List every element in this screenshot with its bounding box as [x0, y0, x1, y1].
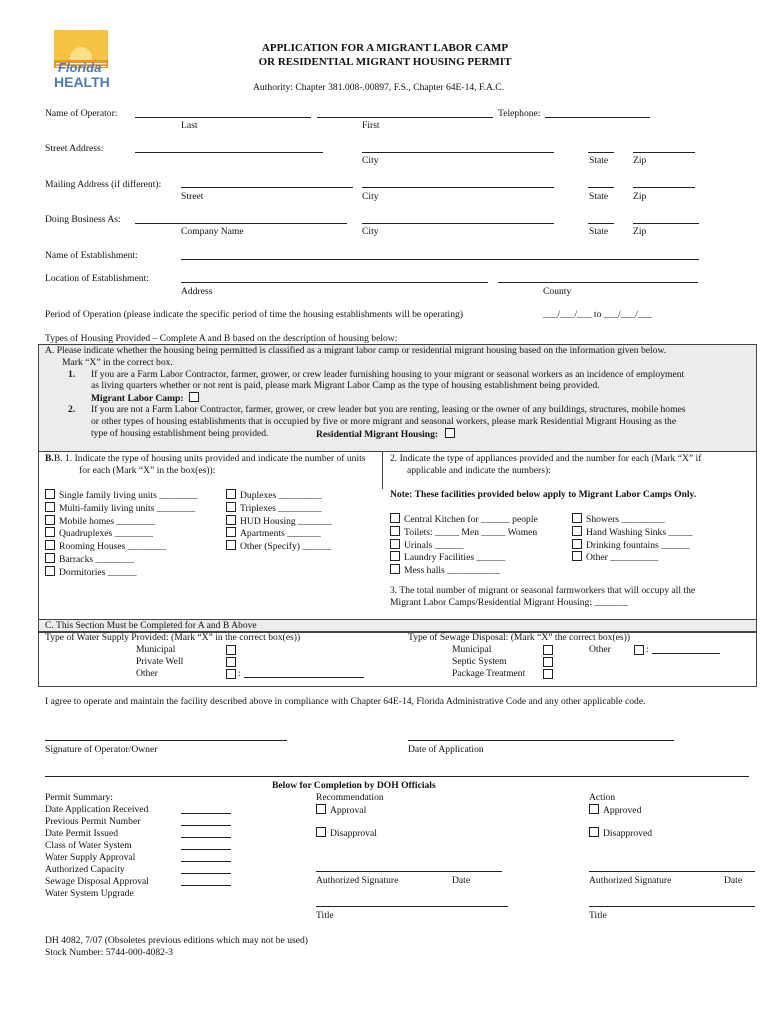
appliance-label: Toilets: _____ Men _____ Women — [404, 526, 538, 538]
item-2-text-a: If you are not a Farm Labor Contractor, farmer, grower, or crew leader but you are renting, leasing or the owner of any buildings, structures, mobile homes — [91, 404, 686, 415]
telephone-field[interactable] — [545, 117, 650, 118]
section-b3-text-a: 3. The total number of migrant or seasonal farmworkers that will occupy all the — [390, 585, 696, 596]
housing-type-label: Barracks ________ — [59, 553, 134, 565]
period-label: Period of Operation (please indicate the specific period of time the housing establishments will be operating) — [45, 309, 464, 320]
appliance-label: Laundry Facilities ______ — [404, 552, 506, 564]
appliance-item[interactable] — [390, 564, 538, 577]
recommend-approval[interactable] — [316, 804, 366, 816]
company-name-caption: Company Name — [181, 226, 244, 237]
authority-text: Authority: Chapter 381.008-.00897, F.S., Chapter 64E-14, F.A.C. — [253, 82, 505, 93]
item-1-text-a: If you are a Farm Labor Contractor, farmer, grower, or crew leader furnishing housing to your migrant or seasonal workers as an incidence of employment — [91, 369, 685, 380]
housing-type-label: Quadruplexes ________ — [59, 528, 154, 540]
water-other-field[interactable] — [244, 677, 364, 678]
housing-type-item[interactable] — [226, 540, 332, 553]
recommend-title-caption: Title — [316, 910, 334, 921]
appliance-label: Showers _________ — [586, 514, 665, 525]
housing-type-label: HUD Housing _______ — [240, 515, 332, 527]
section-a-text1: A. Please indicate whether the housing being permitted is classified as a migrant labor camp or residential migrant housing based on the information given below. — [45, 345, 667, 356]
appliance-checkbox[interactable] — [390, 551, 400, 561]
dba-zip-caption: Zip — [633, 226, 647, 237]
location-county-field[interactable] — [498, 282, 698, 283]
housing-type-label: Mobile homes ________ — [59, 515, 155, 527]
summary-field[interactable] — [181, 825, 231, 826]
action-title-field[interactable] — [589, 906, 755, 907]
housing-types-left — [45, 489, 198, 579]
action-signature-field[interactable] — [589, 871, 755, 872]
recommendation-label: Recommendation — [316, 792, 384, 803]
housing-type-checkbox[interactable] — [45, 566, 55, 576]
types-intro: Types of Housing Provided – Complete A and B based on the description of housing below: — [45, 333, 398, 344]
water-municipal-checkbox[interactable] — [226, 645, 236, 655]
appliance-item[interactable] — [390, 539, 538, 552]
section-b1-text-a: B.B. 1. Indicate the type of housing units provided and indicate the number of units — [45, 453, 366, 464]
housing-type-checkbox[interactable] — [45, 489, 55, 499]
section-b1-text-b: for each (Mark “X” in the box(es)): — [79, 465, 216, 476]
sewage-septic-checkbox[interactable] — [543, 657, 553, 667]
section-b2-text-a: 2. Indicate the type of appliances provided and the number for each (Mark “X” if — [390, 453, 702, 464]
officials-title: Below for Completion by DOH Officials — [272, 780, 436, 791]
sewage-municipal-checkbox[interactable] — [543, 645, 553, 655]
housing-type-item[interactable] — [226, 489, 332, 502]
summary-field[interactable] — [181, 813, 231, 814]
appliance-checkbox[interactable] — [390, 564, 400, 574]
street-address-field[interactable] — [135, 152, 323, 153]
agreement-text: I agree to operate and maintain the facility described above in compliance with Chapter 64E-14, Florida Administrative Code and any other applicable code. — [45, 696, 646, 707]
summary-item: Date Application Received — [45, 804, 149, 815]
housing-type-checkbox[interactable] — [45, 553, 55, 563]
housing-type-label: Triplexes _________ — [240, 502, 322, 514]
residential-housing-checkbox[interactable] — [445, 428, 455, 438]
dba-state-field[interactable] — [588, 223, 614, 224]
action-approved-checkbox[interactable] — [589, 804, 599, 814]
permit-summary-list — [45, 804, 149, 900]
housing-type-item[interactable] — [226, 515, 332, 528]
summary-item: Water System Upgrade — [45, 888, 134, 899]
mailing-address-label: Mailing Address (if different): — [45, 179, 162, 190]
section-a-text2: Mark “X” in the correct box. — [62, 357, 173, 368]
recommend-signature-field[interactable] — [316, 871, 502, 872]
county-caption: County — [543, 286, 572, 297]
appliance-label: Other __________ — [586, 552, 659, 564]
section-c-header: C. This Section Must be Completed for A and B Above — [45, 620, 257, 631]
action-label: Action — [589, 792, 616, 803]
appliance-checkbox[interactable] — [572, 551, 582, 561]
sewage-package-checkbox[interactable] — [543, 669, 553, 679]
housing-type-item[interactable] — [45, 566, 198, 579]
residential-housing-text: Residential Migrant Housing: — [316, 429, 439, 440]
housing-types-mid — [226, 489, 332, 553]
address-caption: Address — [181, 286, 213, 297]
operator-last-name-field[interactable] — [135, 117, 311, 118]
housing-type-item[interactable] — [45, 540, 198, 553]
housing-type-checkbox[interactable] — [226, 515, 236, 525]
housing-type-checkbox[interactable] — [45, 515, 55, 525]
housing-type-item[interactable] — [45, 527, 198, 540]
appliance-item[interactable] — [572, 526, 692, 539]
housing-type-item[interactable] — [45, 553, 198, 566]
sewage-other-checkbox[interactable] — [634, 645, 644, 655]
action-approved-label: Approved — [603, 805, 642, 816]
sewage-option-septic: Septic System — [452, 656, 507, 667]
housing-type-label: Dormitories ______ — [59, 566, 137, 578]
dba-city-field[interactable] — [362, 223, 554, 224]
housing-type-item[interactable] — [226, 527, 332, 540]
housing-type-checkbox[interactable] — [226, 527, 236, 537]
establishment-location-label: Location of Establishment: — [45, 273, 149, 284]
recommend-disapproval-label: Disapproval — [330, 828, 377, 839]
summary-item: Sewage Disposal Approval — [45, 876, 149, 887]
operator-signature-caption: Signature of Operator/Owner — [45, 744, 158, 755]
form-number: DH 4082, 7/07 (Obsoletes previous editions which may not be used) — [45, 935, 308, 946]
mailing-street-field[interactable] — [181, 187, 353, 188]
officials-divider — [45, 776, 749, 777]
sewage-disposal-label: Type of Sewage Disposal: (Mark “X” the correct box(es)) — [408, 632, 631, 643]
housing-type-checkbox[interactable] — [226, 489, 236, 499]
appliance-checkbox[interactable] — [390, 526, 400, 536]
appliance-checkbox[interactable] — [390, 539, 400, 549]
appliances-left — [390, 513, 538, 577]
recommend-approval-checkbox[interactable] — [316, 804, 326, 814]
location-address-field[interactable] — [181, 282, 488, 283]
housing-type-label: Single family living units ________ — [59, 490, 198, 501]
appliance-label: Hand Washing Sinks _____ — [586, 526, 693, 538]
logo-text-florida: Florida — [58, 60, 102, 75]
section-b2-text-b: applicable and indicate the numbers): — [407, 465, 551, 476]
action-disapproved-checkbox[interactable] — [589, 827, 599, 837]
mailing-zip-caption: Zip — [633, 191, 647, 202]
appliance-checkbox[interactable] — [572, 539, 582, 549]
housing-type-item[interactable] — [45, 489, 198, 502]
dba-city-caption: City — [362, 226, 379, 237]
last-caption: Last — [181, 120, 198, 131]
appliance-label: Drinking fountains ______ — [586, 539, 690, 551]
sewage-other-colon: : — [646, 644, 649, 655]
dba-label: Doing Business As: — [45, 214, 121, 225]
recommend-disapproval[interactable] — [316, 827, 377, 839]
operator-name-label: Name of Operator: — [45, 108, 118, 119]
form-title-line1: APPLICATION FOR A MIGRANT LABOR CAMP — [261, 42, 509, 54]
sewage-other-label: Other — [589, 644, 611, 655]
operator-first-name-field[interactable] — [317, 117, 493, 118]
application-date-caption: Date of Application — [408, 744, 484, 755]
summary-item: Class of Water System — [45, 840, 132, 851]
action-disapproved[interactable] — [589, 827, 652, 839]
appliance-checkbox[interactable] — [390, 513, 400, 523]
housing-type-checkbox[interactable] — [226, 502, 236, 512]
action-approved[interactable] — [589, 804, 641, 816]
sewage-option-package: Package Treatment — [452, 668, 526, 679]
summary-item: Date Permit Issued — [45, 828, 119, 839]
water-option-private-well: Private Well — [136, 656, 184, 667]
street-address-label: Street Address: — [45, 143, 104, 154]
appliance-item[interactable] — [390, 551, 538, 564]
section-b-divider — [382, 451, 383, 489]
housing-type-label: Apartments _______ — [240, 528, 321, 540]
recommend-approval-label: Approval — [330, 805, 367, 816]
water-option-other: Other — [136, 668, 158, 679]
summary-item: Previous Permit Number — [45, 816, 141, 827]
item-2-number: 2. — [68, 404, 76, 415]
migrant-labor-camp-label — [91, 392, 203, 404]
water-other-colon: : — [238, 668, 241, 679]
appliance-item[interactable] — [390, 526, 538, 539]
establishment-name-label: Name of Establishment: — [45, 250, 138, 261]
summary-item: Authorized Capacity — [45, 864, 125, 875]
recommend-title-field[interactable] — [316, 906, 508, 907]
state-caption: State — [589, 155, 609, 166]
housing-type-item[interactable] — [45, 502, 198, 515]
summary-item: Water Supply Approval — [45, 852, 136, 863]
appliances-right — [572, 513, 692, 564]
action-date-caption: Date — [724, 875, 743, 886]
residential-housing-label — [316, 428, 459, 440]
appliance-label: Urinals ______ — [404, 539, 464, 551]
period-field[interactable]: ___/___/___ to ___/___/___ — [543, 309, 653, 320]
item-1-number: 1. — [68, 369, 76, 380]
dba-company-field[interactable] — [135, 223, 347, 224]
item-2-text-c: type of housing establishment being provided. — [91, 428, 269, 439]
summary-field[interactable] — [181, 861, 231, 862]
telephone-label: Telephone: — [498, 108, 541, 119]
water-other-checkbox[interactable] — [226, 669, 236, 679]
permit-summary-label: Permit Summary: — [45, 792, 113, 803]
item-1-text-b: as living quarters whether or not rent is paid, please mark Migrant Labor Camp as the type of housing establishment being provided. — [91, 380, 600, 391]
form-title-line2: OR RESIDENTIAL MIGRANT HOUSING PERMIT — [258, 56, 512, 68]
housing-type-checkbox[interactable] — [226, 540, 236, 550]
item-2-text-b: or other types of housing establishments that is occupied by five or more migrant and seasonal workers, please mark Residential Migrant Housing as the — [91, 416, 677, 427]
action-title-caption: Title — [589, 910, 607, 921]
florida-health-logo — [52, 30, 110, 90]
housing-type-item[interactable] — [226, 502, 332, 515]
dba-state-caption: State — [589, 226, 609, 237]
camps-only-note: Note: These facilities provided below apply to Migrant Labor Camps Only. — [390, 489, 697, 500]
migrant-labor-camp-text: Migrant Labor Camp: — [91, 393, 184, 404]
recommend-date-caption: Date — [452, 875, 471, 886]
mailing-city-caption: City — [362, 191, 379, 202]
operator-signature-field[interactable] — [45, 740, 287, 741]
summary-field[interactable] — [181, 849, 231, 850]
mailing-state-field[interactable] — [588, 187, 614, 188]
housing-type-label: Multi-family living units ________ — [59, 502, 196, 514]
sewage-other-field[interactable] — [652, 653, 720, 654]
water-option-municipal: Municipal — [136, 644, 176, 655]
water-supply-label: Type of Water Supply Provided: (Mark “X” in the correct box(es)) — [45, 632, 301, 643]
housing-type-item[interactable] — [45, 515, 198, 528]
summary-field[interactable] — [181, 873, 231, 874]
first-caption: First — [362, 120, 380, 131]
street-state-field[interactable] — [588, 152, 614, 153]
mailing-zip-field[interactable] — [633, 187, 695, 188]
action-signature-caption: Authorized Signature — [589, 875, 672, 886]
stock-number: Stock Number: 5744-000-4082-3 — [45, 947, 173, 958]
action-disapproved-label: Disapproved — [603, 828, 653, 839]
migrant-labor-camp-checkbox[interactable] — [189, 392, 199, 402]
logo-text-health: HEALTH — [54, 74, 110, 90]
appliance-item[interactable] — [572, 539, 692, 552]
housing-type-label: Duplexes _________ — [240, 490, 322, 501]
appliance-label: Mess halls ___________ — [404, 565, 500, 577]
section-b1-text-a-body: B. 1. Indicate the type of housing units provided and indicate the number of units — [53, 453, 366, 464]
section-b3-text-b[interactable]: Migrant Labor Camps/Residential Migrant Housing: _______ — [390, 597, 628, 608]
housing-type-checkbox[interactable] — [45, 527, 55, 537]
water-private-well-checkbox[interactable] — [226, 657, 236, 667]
recommend-signature-caption: Authorized Signature — [316, 875, 399, 886]
city-caption: City — [362, 155, 379, 166]
street-zip-field[interactable] — [633, 152, 695, 153]
appliance-checkbox[interactable] — [572, 513, 582, 523]
mailing-city-field[interactable] — [362, 187, 554, 188]
appliance-item[interactable] — [572, 551, 692, 564]
housing-type-checkbox[interactable] — [45, 540, 55, 550]
street-city-field[interactable] — [362, 152, 554, 153]
sewage-option-municipal: Municipal — [452, 644, 492, 655]
summary-field[interactable] — [181, 885, 231, 886]
housing-type-checkbox[interactable] — [45, 502, 55, 512]
zip-caption: Zip — [633, 155, 647, 166]
dba-zip-field[interactable] — [633, 223, 699, 224]
housing-type-label: Rooming Houses ________ — [59, 541, 167, 553]
application-date-field[interactable] — [408, 740, 674, 741]
recommend-disapproval-checkbox[interactable] — [316, 827, 326, 837]
appliance-item[interactable] — [390, 513, 538, 526]
summary-field[interactable] — [181, 837, 231, 838]
establishment-name-field[interactable] — [181, 259, 699, 260]
appliance-checkbox[interactable] — [572, 526, 582, 536]
housing-type-label: Other (Specify) ______ — [240, 541, 332, 553]
mailing-street-caption: Street — [181, 191, 204, 202]
appliance-item[interactable] — [572, 513, 692, 526]
mailing-state-caption: State — [589, 191, 609, 202]
appliance-label: Central Kitchen for ______ people — [404, 514, 538, 525]
